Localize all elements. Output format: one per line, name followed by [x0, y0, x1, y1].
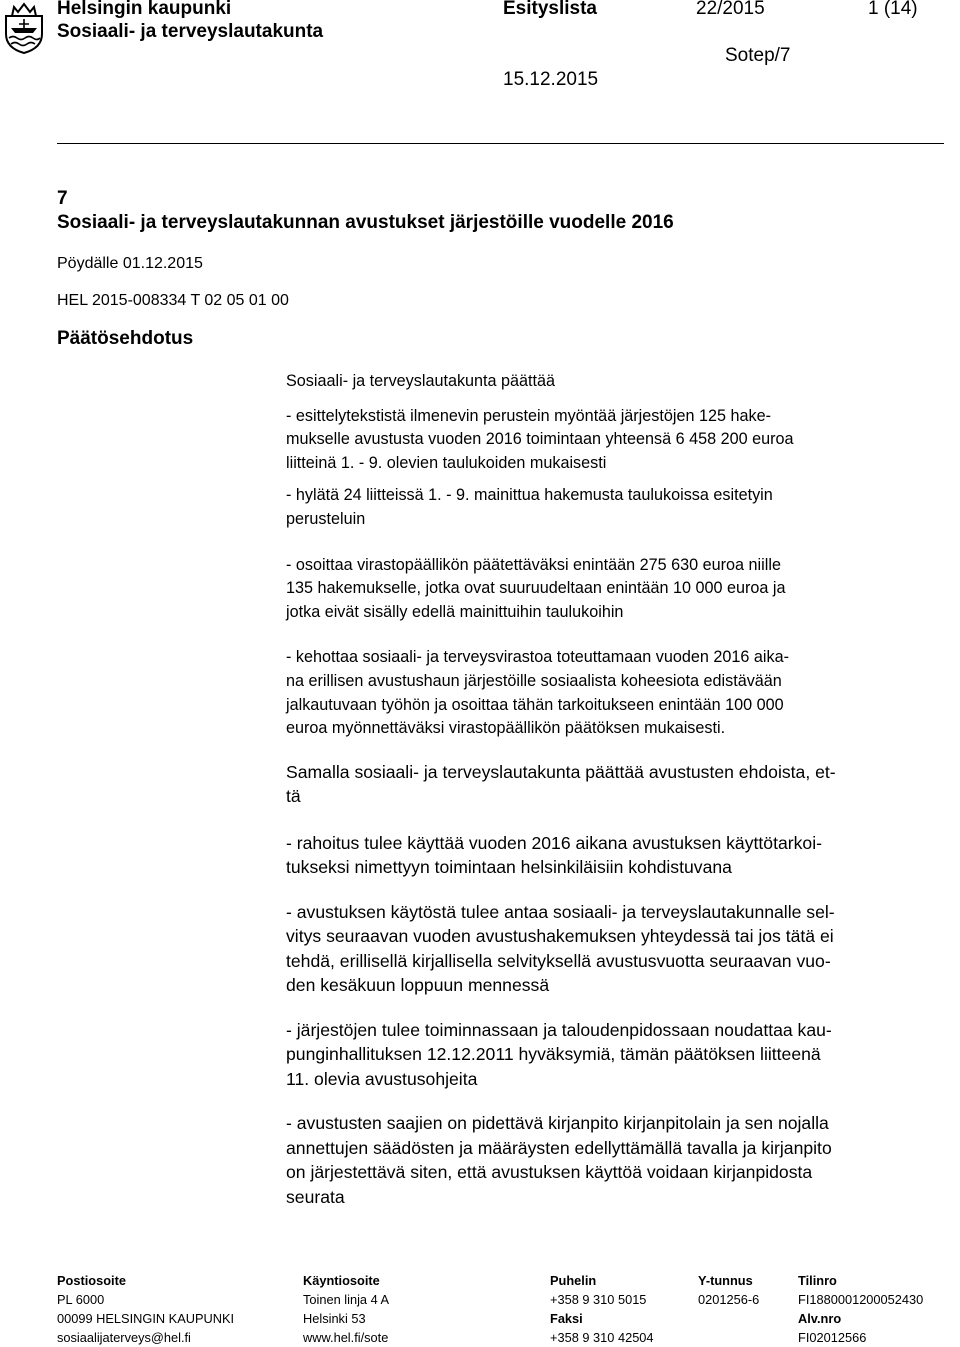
helsinki-crest-icon: [3, 2, 45, 54]
footer-ytunnus: [698, 1271, 759, 1309]
header-divider: [57, 143, 944, 144]
footer-ytunnus-label: Y-tunnus: [698, 1273, 753, 1288]
doc-date: 15.12.2015: [503, 69, 599, 90]
section-number: 7: [57, 188, 68, 209]
tabled-date: Pöydälle 01.12.2015: [57, 255, 203, 272]
paragraph-condition-report: - avustuksen käytöstä tulee antaa sosiaali- ja terveyslautakunnalle sel- vitys seuraavan vuoden avustushakemuksen yhteydessä tai jos tätä ei tehdä, erillisellä kirjallisella selvityksellä avustusvuotta seuraavan vuo- den kesäkuun loppuun mennessä: [286, 901, 835, 996]
footer-account: [798, 1271, 923, 1347]
footer-account-label: Tilinro: [798, 1273, 837, 1288]
footer-visit-label: Käyntiosoite: [303, 1273, 380, 1288]
footer-email[interactable]: sosiaalijaterveys@hel.fi: [57, 1330, 191, 1345]
doc-number: 22/2015: [696, 0, 765, 19]
footer-fax-label: Faksi: [550, 1311, 583, 1326]
board-name: Sosiaali- ja terveyslautakunta: [57, 21, 324, 42]
section-title: Sosiaali- ja terveyslautakunnan avustukset järjestöille vuodelle 2016: [57, 212, 674, 233]
paragraph-grant: - esittelytekstistä ilmenevin perustein myöntää järjestöjen 125 hake- mukselle avustusta vuoden 2016 toimintaan yhteensä 6 458 200 euroa liitteinä 1. - 9. olevien taulukoiden mukaisesti: [286, 406, 794, 472]
proposal-heading: Päätösehdotus: [57, 328, 194, 349]
paragraph-delegate: - osoittaa virastopäällikön päätettäväksi enintään 275 630 euroa niille 135 hakemukselle, jotka ovat suuruudeltaan enintään 10 000 euroa ja jotka eivät sisälly edellä mainittuihin taulukoihin: [286, 555, 786, 621]
paragraph-condition-bookkeeping: - avustusten saajien on pidettävä kirjanpito kirjanpitolain ja sen nojalla annettujen säädösten ja määräysten edellyttämällä tavalla ja kirjanpito on järjestettävä siten, että avustuksen käyttöä voidaan kirjanpidosta seurata: [286, 1113, 832, 1207]
footer-vat-value: FI02012566: [798, 1330, 867, 1345]
proposal-intro: Sosiaali- ja terveyslautakunta päättää: [286, 372, 556, 390]
footer-phone-label: Puhelin: [550, 1273, 597, 1288]
case-ref: Sotep/7: [725, 45, 791, 66]
doc-type: Esityslista: [503, 0, 597, 19]
footer-postal: [57, 1271, 234, 1347]
footer-fax-number: +358 9 310 42504: [550, 1330, 654, 1345]
footer-postal-line2: 00099 HELSINGIN KAUPUNKI: [57, 1311, 235, 1326]
footer-postal-line1: PL 6000: [57, 1292, 105, 1307]
footer-vat-label: Alv.nro: [798, 1311, 842, 1326]
paragraph-condition-usage: - rahoitus tulee käyttää vuoden 2016 aikana avustuksen käyttötarkoi- tukseksi nimettyyn toimintaan helsinkiläisiin kohdistuvana: [286, 832, 822, 878]
footer-account-value: FI1880001200052430: [798, 1292, 924, 1307]
page-number: 1 (14): [868, 0, 918, 19]
paragraph-reject: - hylätä 24 liitteissä 1. - 9. mainittua hakemusta taulukoissa esitetyin perusteluin: [286, 486, 773, 528]
footer-visiting: [303, 1271, 389, 1347]
footer-visit-line2: Helsinki 53: [303, 1311, 366, 1326]
footer-postal-label: Postiosoite: [57, 1273, 126, 1288]
footer-ytunnus-value: 0201256-6: [698, 1292, 760, 1307]
footer-phone-number: +358 9 310 5015: [550, 1292, 647, 1307]
paragraph-condition-guidelines: - järjestöjen tulee toiminnassaan ja taloudenpidossaan noudattaa kau- punginhallituksen 12.12.2011 hyväksymiä, tämän päätöksen liitteenä 11. olevia avustusohjeita: [286, 1019, 832, 1089]
paragraph-conditions-intro: Samalla sosiaali- ja terveyslautakunta päättää avustusten ehdoista, et- tä: [286, 761, 836, 807]
footer-website[interactable]: www.hel.fi/sote: [303, 1330, 389, 1345]
paragraph-separate-call: - kehottaa sosiaali- ja terveysvirastoa toteuttamaan vuoden 2016 aika- na erillisen avustushaun järjestöille sosiaalista koheesiota edistävään jalkautuvaan työhön ja osoittaa tähän tarkoitukseen enintään 100 000 euroa myönnettäväksi virastopäällikön päätöksen mukaisesti.: [286, 648, 789, 738]
proposal-body: [286, 370, 946, 1209]
footer-phone: [550, 1271, 654, 1347]
org-name: Helsingin kaupunki: [57, 0, 232, 19]
footer-visit-line1: Toinen linja 4 A: [303, 1292, 390, 1307]
diary-number: HEL 2015-008334 T 02 05 01 00: [57, 292, 289, 309]
